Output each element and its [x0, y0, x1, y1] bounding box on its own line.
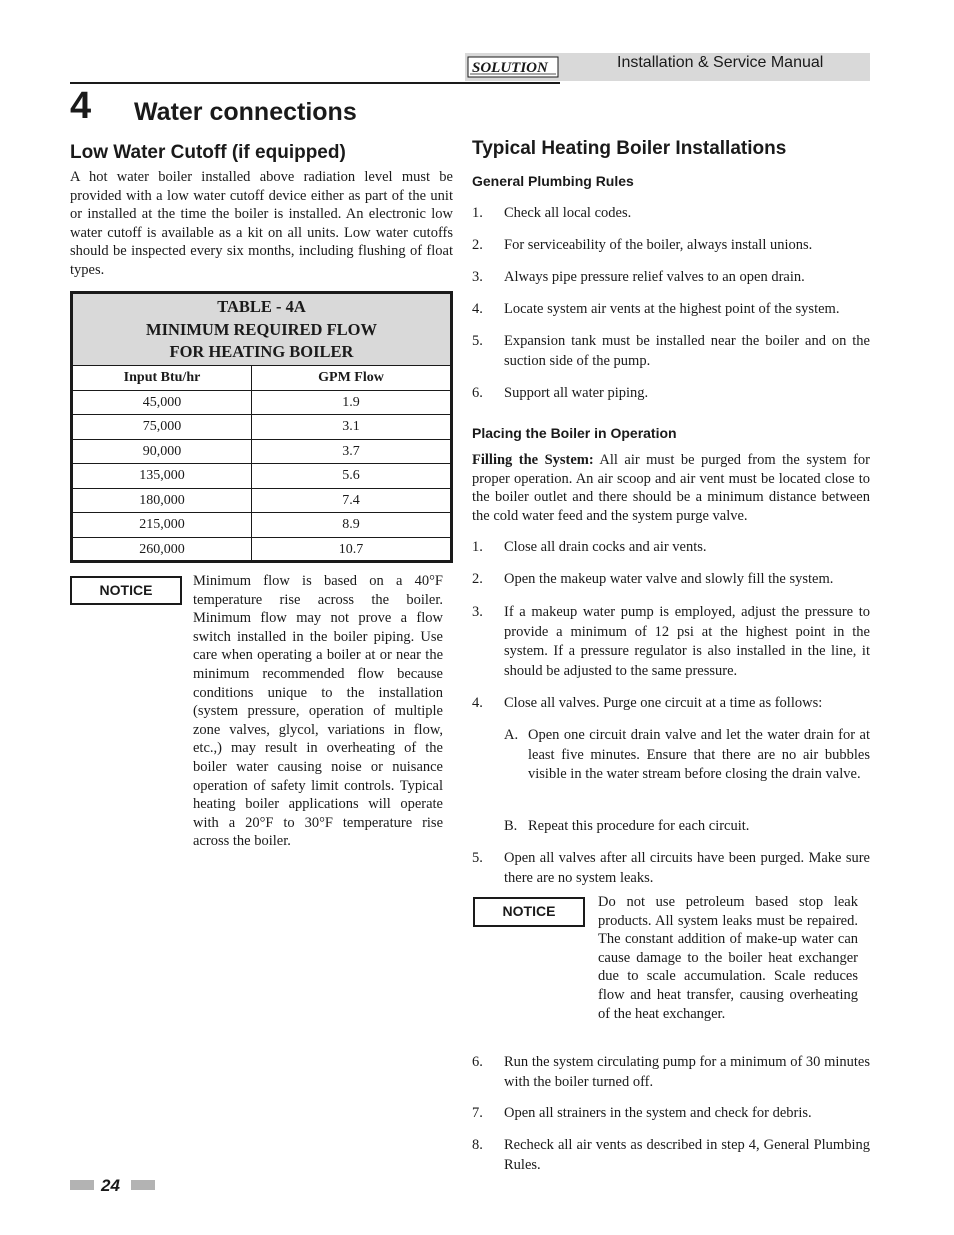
- table-row: [73, 464, 450, 489]
- rule-number: 1.: [472, 205, 483, 221]
- table-title-line2: MINIMUM REQUIRED FLOW: [146, 319, 377, 339]
- flow-table: [70, 291, 453, 563]
- cell-input: 90,000: [73, 440, 252, 464]
- rule-text: Support all water piping.: [504, 385, 649, 401]
- filling-system-label: Filling the System:: [472, 452, 594, 468]
- step-text: Open all valves after all circuits have been purged. Make sure there are no system leaks.: [504, 850, 870, 886]
- step-text: If a makeup water pump is employed, adjust the pressure to provide a minimum of 12 psi at the highest point in the system. If a pressure regulator is also installed in the line, it should be adjusted to the same pressure.: [504, 604, 870, 679]
- table-row: [73, 489, 450, 514]
- step-text: Run the system circulating pump for a minimum of 30 minutes with the boiler turned off.: [504, 1054, 870, 1090]
- subheading-placing-boiler: Placing the Boiler in Operation: [472, 425, 677, 441]
- table-row: [73, 513, 450, 538]
- footer-bar-right: [131, 1180, 155, 1190]
- manual-title: Installation & Service Manual: [617, 54, 824, 71]
- table-row: [73, 538, 450, 563]
- step-number: 3.: [472, 604, 483, 620]
- step-number: 6.: [472, 1054, 483, 1070]
- step-text: Close all valves. Purge one circuit at a time as follows:: [504, 695, 823, 711]
- table-title-line3: FOR HEATING BOILER: [169, 342, 354, 361]
- notice-label-right: NOTICE: [473, 897, 585, 927]
- substep-letter: B.: [504, 818, 518, 834]
- step-number: 7.: [472, 1105, 483, 1121]
- page-number: 24: [101, 1176, 120, 1195]
- table-row: [73, 440, 450, 465]
- column-header-gpm: GPM Flow: [318, 370, 384, 385]
- section-heading-low-water-cutoff: Low Water Cutoff (if equipped): [70, 142, 346, 163]
- filling-system-text: [472, 451, 870, 525]
- step-number: 8.: [472, 1137, 483, 1153]
- cell-gpm: 1.9: [342, 394, 360, 410]
- table-row: [73, 415, 450, 440]
- chapter-number: 4: [70, 85, 92, 127]
- low-water-cutoff-text: A hot water boiler installed above radiation level must be provided with a low water cutoff device either as part of the unit or installed at the time the boiler is installed. An electronic low water cutoff is available as a kit on all units. Low water cutoffs should be inspected every six months, including flushing of float types.: [70, 169, 453, 278]
- cell-input: 45,000: [73, 391, 252, 415]
- cell-input: 215,000: [73, 513, 252, 537]
- step-number: 5.: [472, 850, 483, 866]
- rule-number: 5.: [472, 333, 483, 349]
- section-heading-typical-installations: Typical Heating Boiler Installations: [472, 138, 787, 159]
- cell-gpm: 5.6: [342, 468, 360, 483]
- rule-number: 2.: [472, 237, 483, 253]
- table-title-line1: TABLE - 4A: [217, 297, 306, 316]
- step-text: Open all strainers in the system and check for debris.: [504, 1105, 812, 1121]
- substep-text: Open one circuit drain valve and let the water drain for at least five minutes. Ensure that there are no air bubbles visible in the water stream before closing the drain valve.: [528, 727, 870, 782]
- solution-logo: [466, 55, 560, 79]
- rule-text: Expansion tank must be installed near the boiler and on the suction side of the pump.: [504, 333, 870, 369]
- cell-gpm: 8.9: [342, 517, 360, 532]
- rule-text: Locate system air vents at the highest point of the system.: [504, 301, 840, 317]
- step-number: 4.: [472, 695, 483, 711]
- column-header-input: Input Btu/hr: [73, 366, 252, 390]
- notice-label-left: NOTICE: [70, 576, 182, 605]
- cell-gpm: 3.7: [342, 443, 360, 459]
- cell-gpm: 10.7: [338, 541, 364, 557]
- notice-text-left: Minimum flow is based on a 40°F temperature rise across the boiler. Minimum flow may not prove a flow switch installed in the boiler piping. Use care when operating a boiler at or near the minimum recommended flow because conditions unique to the installation (system pressure, operation of multiple zone valves, glycol, variations in flow, etc.,) may result in overheating of the boiler water causing noise or nuisance operation of safety limit controls. Typical heating boiler applications will operate with a 20°F to 30°F temperature rise across the boiler.: [193, 573, 443, 850]
- cell-input: 260,000: [73, 538, 252, 563]
- step-text: Recheck all air vents as described in step 4, General Plumbing Rules.: [504, 1137, 870, 1173]
- substep-letter: A.: [504, 727, 519, 743]
- footer-bar-left: [70, 1180, 94, 1190]
- step-number: 1.: [472, 539, 483, 555]
- rule-number: 3.: [472, 269, 483, 285]
- table-title: [73, 294, 450, 366]
- step-number: 2.: [472, 571, 483, 587]
- rule-text: For serviceability of the boiler, always install unions.: [504, 237, 813, 253]
- rule-text: Always pipe pressure relief valves to an open drain.: [504, 269, 805, 285]
- cell-gpm: 7.4: [342, 492, 360, 508]
- cell-input: 180,000: [73, 489, 252, 513]
- rule-number: 4.: [472, 301, 483, 317]
- rule-text: Check all local codes.: [504, 205, 632, 221]
- notice-text-right: Do not use petroleum based stop leak products. All system leaks must be repaired. The constant addition of make-up water can cause damage to the boiler heat exchanger due to scale accumulation. Scale reduces flow and heat transfer, causing overheating of the heat exchanger.: [598, 894, 858, 1022]
- step-text: Close all drain cocks and air vents.: [504, 539, 707, 555]
- chapter-title: Water connections: [134, 98, 357, 126]
- table-row: [73, 391, 450, 416]
- svg-text:SOLUTION: SOLUTION: [472, 60, 548, 76]
- cell-gpm: 3.1: [342, 419, 360, 434]
- table-header-row: [73, 366, 450, 391]
- subheading-general-plumbing: General Plumbing Rules: [472, 173, 634, 189]
- substep-text: Repeat this procedure for each circuit.: [528, 818, 750, 834]
- rule-number: 6.: [472, 385, 483, 401]
- filling-system-body: All air must be purged from the system for proper operation. An air scoop and air vent must be located close to the boiler outlet and there should be a minimum distance between the cold water feed and the system purge valve.: [472, 452, 870, 524]
- cell-input: 135,000: [73, 464, 252, 488]
- header-rule: [70, 82, 560, 84]
- cell-input: 75,000: [73, 415, 252, 439]
- step-text: Open the makeup water valve and slowly fill the system.: [504, 571, 834, 587]
